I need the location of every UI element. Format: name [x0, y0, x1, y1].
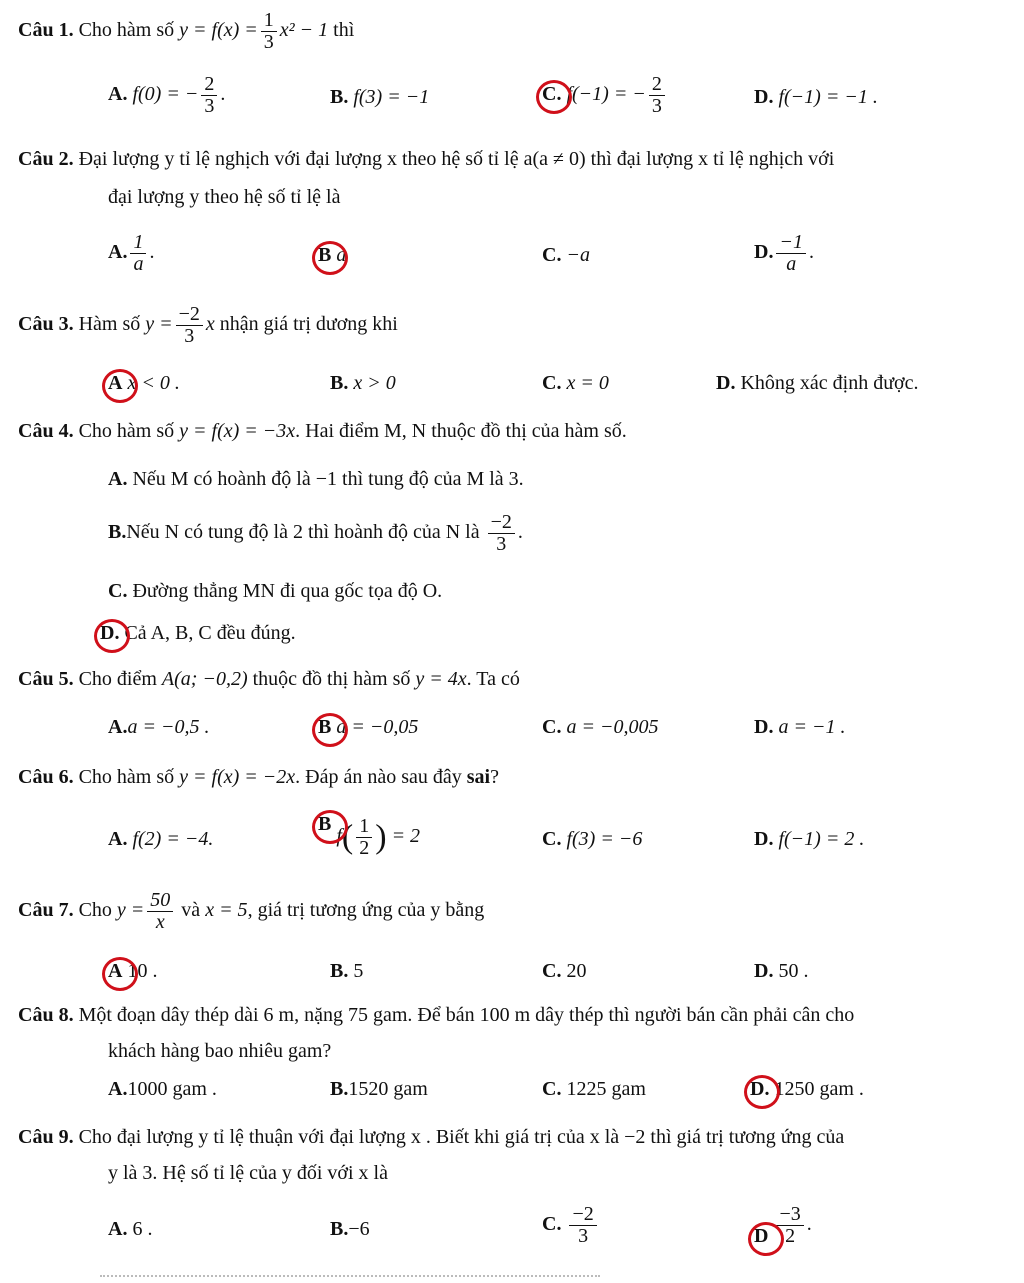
- option-b[interactable]: B a: [318, 244, 347, 266]
- option-c[interactable]: C. $\frac{-2}{3}$: [542, 1204, 600, 1247]
- question-text: Cho: [78, 899, 112, 922]
- option-d[interactable]: D. f(−1) = −1 .: [754, 86, 878, 108]
- question-text: . Ta có: [466, 668, 520, 690]
- emphasis: sai: [466, 766, 491, 788]
- option-d[interactable]: D. f(−1) = 2 .: [754, 828, 865, 850]
- option-a[interactable]: A. f(2) = −4.: [108, 828, 214, 850]
- option-c[interactable]: C. a = −0,005: [542, 716, 659, 738]
- question-text: Cho điểm: [78, 668, 157, 690]
- option-c[interactable]: C. Đường thẳng MN đi qua gốc tọa độ O.: [108, 580, 443, 602]
- question-5: [18, 668, 520, 691]
- question-text: . Hai điểm M, N thuộc đồ thị của hàm số.: [295, 420, 627, 442]
- question-text: Cho hàm số: [78, 420, 175, 442]
- option-c[interactable]: C. −a: [542, 244, 590, 266]
- question-9: [18, 1126, 844, 1149]
- option-c[interactable]: C. f(3) = −6: [542, 828, 643, 850]
- option-a[interactable]: A. f(0) = − $\frac{2}{3}$ .: [108, 73, 226, 117]
- math-expr: y = 4x: [415, 668, 467, 690]
- question-text: , giá trị tương ứng của y bằng: [247, 899, 485, 922]
- option-a[interactable]: A x < 0 .: [108, 372, 180, 394]
- option-c[interactable]: C. f(−1) = − $\frac{2}{3}$: [542, 74, 668, 117]
- option-a[interactable]: A 10 .: [108, 960, 158, 982]
- option-c[interactable]: C. 1225 gam: [542, 1078, 646, 1100]
- fraction: $\frac{-2}{3}$: [176, 304, 203, 347]
- question-8-line2: khách hàng bao nhiêu gam?: [108, 1040, 332, 1062]
- option-b[interactable]: B.Nếu N có tung độ là 2 thì hoành độ của N là $\frac{-2}{3}$ .: [108, 511, 523, 555]
- question-text: Hàm số: [78, 313, 141, 336]
- question-text: . Đáp án nào sau đây: [295, 766, 462, 788]
- question-number: Câu 5.: [18, 668, 74, 690]
- option-d[interactable]: D. 1250 gam .: [750, 1078, 864, 1100]
- question-number: Câu 6.: [18, 766, 74, 788]
- question-number: Câu 8.: [18, 1004, 74, 1026]
- answer-circle: A: [108, 960, 123, 982]
- option-b[interactable]: B. x > 0: [330, 372, 396, 394]
- question-text: ?: [490, 766, 499, 788]
- option-a[interactable]: A. $\frac{1}{a}$ .: [108, 231, 155, 275]
- question-7: [18, 890, 484, 933]
- question-number: Câu 4.: [18, 420, 74, 442]
- option-c[interactable]: C. x = 0: [542, 372, 609, 394]
- question-6: [18, 766, 499, 789]
- math-expr: y = f(x) = −2x: [179, 766, 296, 788]
- math-expr: y = f(x) =: [179, 19, 258, 42]
- question-text: Cho hàm số: [78, 766, 175, 788]
- option-b[interactable]: B.−6: [330, 1218, 370, 1240]
- math-expr: x: [205, 313, 215, 336]
- question-text: thì: [333, 19, 355, 42]
- question-number: Câu 2.: [18, 148, 74, 170]
- option-a[interactable]: A. Nếu M có hoành độ là −1 thì tung độ của M là 3.: [108, 468, 524, 490]
- math-expr: x = 5: [205, 899, 248, 922]
- option-d[interactable]: D. a = −1 .: [754, 716, 846, 738]
- cutoff-line: [100, 1275, 600, 1277]
- question-8: [18, 1004, 854, 1027]
- option-b[interactable]: B f( $\frac{1}{2}$ ) = 2: [318, 813, 421, 859]
- option-d[interactable]: D. Cả A, B, C đều đúng.: [100, 622, 296, 644]
- option-b[interactable]: B a = −0,05: [318, 716, 419, 738]
- question-2-line2: đại lượng y theo hệ số tỉ lệ là: [108, 186, 341, 208]
- answer-circle: D.: [750, 1078, 770, 1100]
- question-number: Câu 1.: [18, 19, 74, 42]
- fraction: $\frac{50}{x}$: [147, 890, 173, 933]
- option-d[interactable]: D. 50 .: [754, 960, 809, 982]
- question-4: [18, 420, 627, 443]
- answer-circle: B: [318, 244, 332, 266]
- option-c[interactable]: C. 20: [542, 960, 587, 982]
- question-9-line2: y là 3. Hệ số tỉ lệ của y đối với x là: [108, 1162, 388, 1184]
- answer-circle: A: [108, 372, 123, 394]
- question-text: Đại lượng y tỉ lệ nghịch với đại lượng x theo hệ số tỉ lệ a(a ≠ 0) thì đại lượng x tỉ lệ nghịch với: [78, 148, 835, 170]
- option-a[interactable]: A. 6 .: [108, 1218, 153, 1240]
- option-b[interactable]: B. f(3) = −1: [330, 86, 430, 108]
- math-expr: y =: [116, 899, 145, 922]
- option-d[interactable]: D. $\frac{-1}{a}$ .: [754, 231, 814, 275]
- question-number: Câu 3.: [18, 313, 74, 336]
- answer-circle: D: [754, 1225, 769, 1248]
- option-a[interactable]: A.a = −0,5 .: [108, 716, 210, 738]
- question-2: [18, 148, 834, 171]
- question-1: [18, 10, 354, 53]
- fraction: $\frac{1}{3}$: [261, 10, 277, 53]
- question-text: Cho đại lượng y tỉ lệ thuận với đại lượng x . Biết khi giá trị của x là −2 thì giá trị tương ứng của: [78, 1126, 845, 1148]
- answer-circle: D.: [100, 622, 120, 644]
- question-number: Câu 9.: [18, 1126, 74, 1148]
- math-expr: A(a; −0,2): [161, 668, 248, 690]
- option-d[interactable]: D. Không xác định được.: [716, 372, 919, 394]
- question-text: nhận giá trị dương khi: [219, 313, 398, 336]
- answer-circle: B: [318, 716, 332, 738]
- math-expr: x² − 1: [279, 19, 329, 42]
- question-text: và: [181, 899, 201, 922]
- option-b[interactable]: B. 5: [330, 960, 364, 982]
- question-text: thuộc đồ thị hàm số: [252, 668, 411, 690]
- math-expr: y =: [145, 313, 173, 336]
- question-3: [18, 304, 398, 347]
- question-number: Câu 7.: [18, 899, 74, 922]
- option-b[interactable]: B.1520 gam: [330, 1078, 428, 1100]
- question-text: Cho hàm số: [78, 19, 175, 42]
- answer-circle: C.: [542, 83, 562, 106]
- answer-circle: B: [318, 813, 332, 836]
- math-expr: y = f(x) = −3x: [179, 420, 296, 442]
- question-text: Một đoạn dây thép dài 6 m, nặng 75 gam. Để bán 100 m dây thép thì người bán cần phải cân cho: [78, 1004, 855, 1026]
- option-d[interactable]: D $\frac{-3}{2}$ .: [754, 1203, 812, 1248]
- option-a[interactable]: A.1000 gam .: [108, 1078, 217, 1100]
